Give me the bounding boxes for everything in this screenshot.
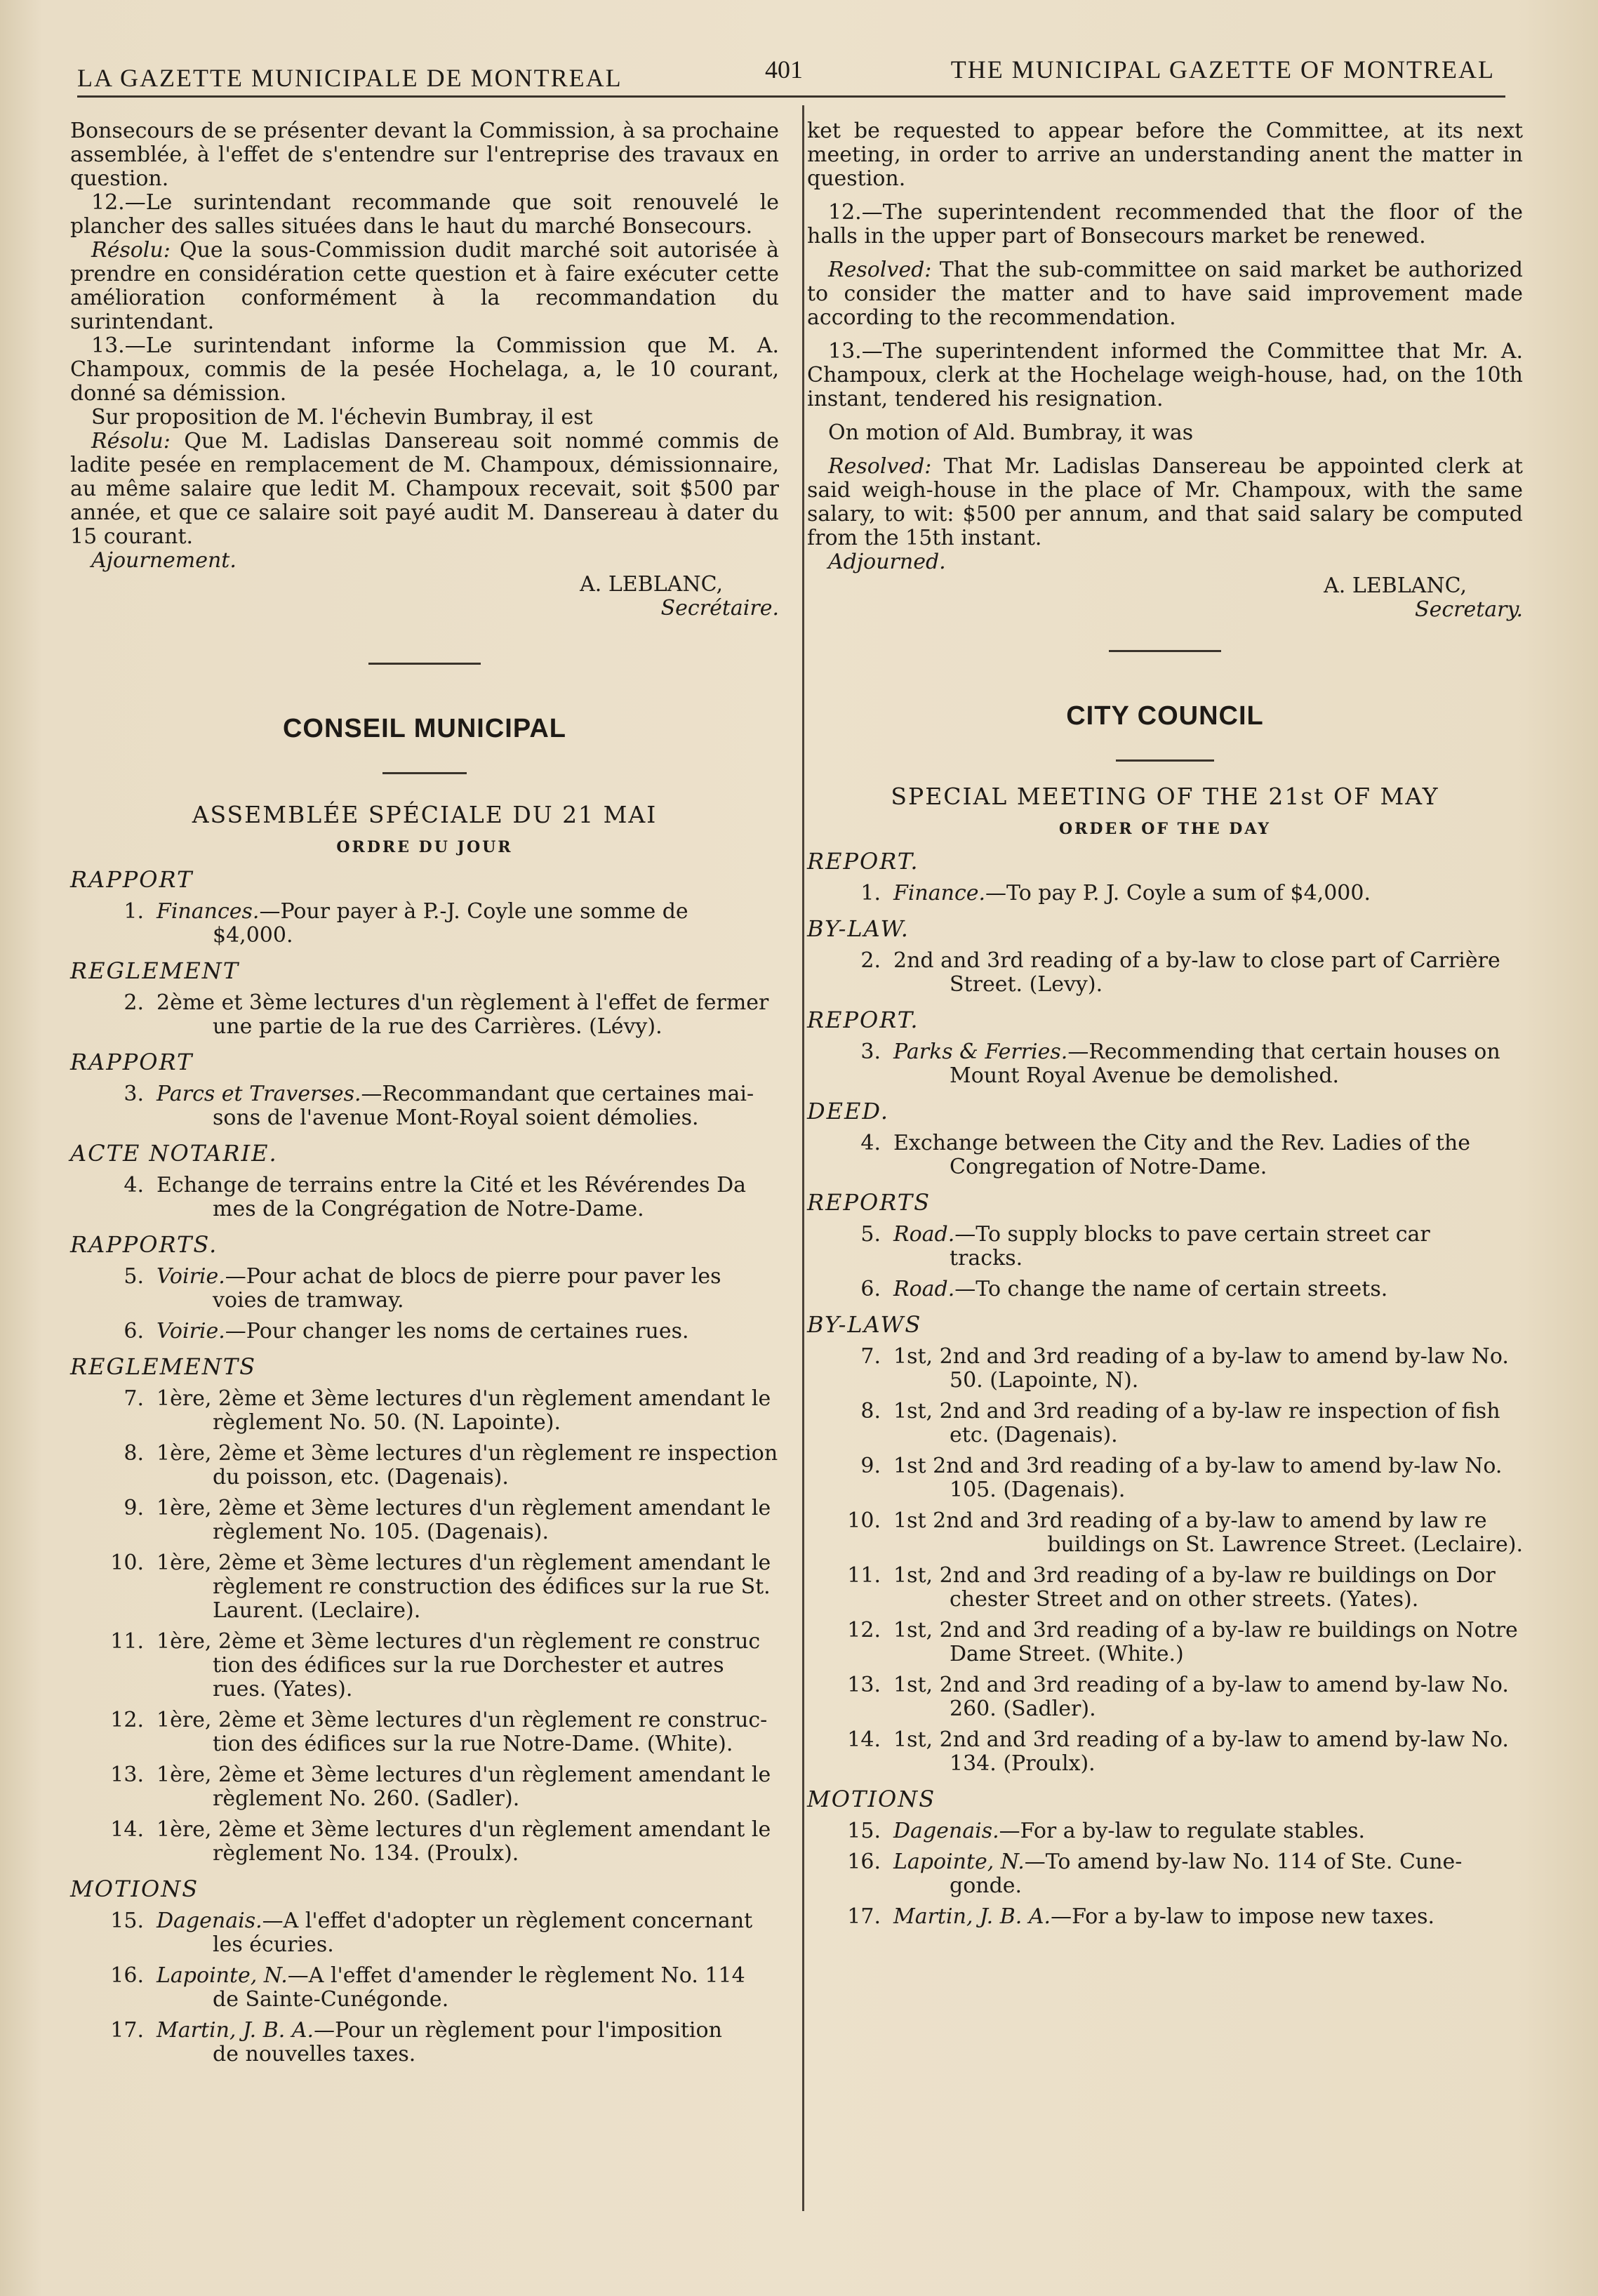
item-continuation: règlement No. 134. (Proulx). xyxy=(213,1841,519,1866)
agenda-item xyxy=(807,1905,1523,1929)
agenda-item xyxy=(70,1174,779,1221)
signature-name: A. LEBLANC, xyxy=(580,572,723,597)
french-column xyxy=(70,119,779,2066)
item-text: 1ère, 2ème et 3ème lectures d'un règlement amendant le xyxy=(157,1817,771,1842)
item-text: —Pour changer les noms de certaines rues. xyxy=(225,1319,689,1343)
agenda-item xyxy=(807,1819,1523,1843)
signature-name: A. LEBLANC, xyxy=(1324,573,1467,598)
section-heading: RAPPORTS. xyxy=(70,1231,218,1258)
item-number: 3. xyxy=(124,1082,144,1106)
paragraph: 12.—Le surintendant recommande que soit renouvelé le plancher des salles situées dans le haut du marché Bonsecours. xyxy=(70,190,779,239)
item-continuation: Congregation of Notre-Dame. xyxy=(950,1155,1267,1179)
agenda-item xyxy=(807,949,1523,997)
item-number: 3. xyxy=(860,1040,881,1064)
section-heading: BY-LAW. xyxy=(807,915,910,942)
item-continuation: de nouvelles taxes. xyxy=(213,2042,416,2066)
order-title: ORDER OF THE DAY xyxy=(1058,820,1272,838)
agenda-item xyxy=(807,1400,1523,1447)
item-continuation: buildings on St. Lawrence Street. (Leclaire). xyxy=(1047,1532,1523,1557)
item-number: 1. xyxy=(860,881,881,905)
item-number: 11. xyxy=(110,1629,144,1654)
header-title-english: THE MUNICIPAL GAZETTE OF MONTREAL xyxy=(950,55,1495,84)
item-continuation: gonde. xyxy=(950,1873,1023,1898)
item-heading: Finance. xyxy=(893,881,986,905)
item-continuation: 134. (Proulx). xyxy=(950,1751,1096,1776)
agenda-item xyxy=(807,1850,1523,1898)
item-continuation: règlement No. 260. (Sadler). xyxy=(213,1786,520,1811)
item-number: 12. xyxy=(847,1618,881,1643)
item-text: —For a by-law to impose new taxes. xyxy=(1051,1904,1435,1929)
item-heading: Lapointe, N. xyxy=(157,1963,288,1988)
item-text: 1st 2nd and 3rd reading of a by-law to amend by-law No. xyxy=(893,1454,1503,1478)
item-text: 1st, 2nd and 3rd reading of a by-law re buildings on Notre xyxy=(893,1618,1518,1643)
item-number: 12. xyxy=(110,1708,144,1732)
agenda-item xyxy=(70,1708,779,1756)
item-continuation: une partie de la rue des Carrières. (Lévy). xyxy=(213,1014,662,1039)
item-number: 1. xyxy=(124,899,144,924)
item-text: 2ème et 3ème lectures d'un règlement à l'effet de fermer xyxy=(157,990,769,1015)
item-heading: Martin, J. B. A. xyxy=(893,1904,1051,1929)
item-heading: Dagenais. xyxy=(893,1819,999,1843)
agenda-item xyxy=(70,1265,779,1313)
item-text: —To supply blocks to pave certain street car xyxy=(954,1222,1430,1247)
item-text: Echange de terrains entre la Cité et les Révérendes Da xyxy=(157,1173,747,1197)
agenda-item xyxy=(807,1673,1523,1721)
item-number: 9. xyxy=(124,1496,144,1520)
item-heading: Road. xyxy=(893,1277,955,1301)
section-heading: MOTIONS xyxy=(807,1786,936,1812)
item-continuation: du poisson, etc. (Dagenais). xyxy=(213,1465,509,1489)
agenda-item xyxy=(807,1345,1523,1393)
item-number: 4. xyxy=(124,1173,144,1197)
item-heading: Dagenais. xyxy=(157,1909,262,1933)
item-text: 1st, 2nd and 3rd reading of a by-law to amend by-law No. xyxy=(893,1727,1509,1752)
paragraph xyxy=(807,455,1523,550)
item-text: 1ère, 2ème et 3ème lectures d'un règlement amendant le xyxy=(157,1551,771,1575)
agenda-item xyxy=(70,1964,779,2012)
item-continuation: $4,000. xyxy=(213,923,293,948)
item-continuation: sons de l'avenue Mont-Royal soient démolies. xyxy=(213,1106,699,1130)
resolution-text: Que M. Ladislas Dansereau soit nommé commis de ladite pesée en remplacement de M. Champoux, démissionnaire, au même salaire que ledit M. Champoux recevait, soit $500 par année, et que ce salaire soit payé audit M. Dansereau à dater du 15 courant. xyxy=(70,429,779,549)
item-continuation: tion des édifices sur la rue Dorchester et autres rues. (Yates). xyxy=(213,1653,724,1701)
item-text: 1st 2nd and 3rd reading of a by-law to amend by law re xyxy=(893,1508,1487,1533)
item-text: —To amend by-law No. 114 of Ste. Cune- xyxy=(1024,1850,1463,1874)
item-number: 10. xyxy=(110,1551,144,1575)
item-number: 6. xyxy=(124,1319,144,1343)
signature-title: Secretary. xyxy=(1415,597,1523,622)
paragraph: 13.—Le surintendant informe la Commission que M. A. Champoux, commis de la pesée Hochelaga, a, le 10 courant, donné sa démission. xyxy=(70,333,779,406)
page-header xyxy=(77,48,1495,97)
section-heading: BY-LAWS xyxy=(807,1311,922,1338)
resolved-label: Résolu: xyxy=(91,429,171,453)
section-heading: REPORT. xyxy=(807,1007,919,1033)
agenda-item xyxy=(70,1387,779,1435)
agenda-item xyxy=(70,1818,779,1866)
item-continuation: mes de la Congrégation de Notre-Dame. xyxy=(213,1197,644,1221)
item-number: 4. xyxy=(860,1131,881,1155)
meeting-title: ASSEMBLÉE SPÉCIALE DU 21 MAI xyxy=(192,801,658,828)
item-number: 5. xyxy=(860,1222,881,1247)
item-heading: Road. xyxy=(893,1222,955,1247)
agenda-item xyxy=(70,2019,779,2066)
paragraph: 12.—The superintendent recommended that the floor of the halls in the upper part of Bonsecours market be renewed. xyxy=(807,200,1523,248)
item-text: 1ère, 2ème et 3ème lectures d'un règlement re construc- xyxy=(157,1708,768,1732)
item-continuation: 105. (Dagenais). xyxy=(950,1478,1126,1502)
item-number: 5. xyxy=(124,1264,144,1289)
item-continuation: 50. (Lapointe, N). xyxy=(950,1368,1139,1393)
agenda-item xyxy=(70,900,779,948)
resolved-label: Résolu: xyxy=(91,238,171,263)
item-continuation: 260. (Sadler). xyxy=(950,1697,1096,1721)
agenda-item xyxy=(807,1223,1523,1270)
agenda-item xyxy=(807,1509,1523,1557)
item-continuation: les écuries. xyxy=(213,1932,334,1957)
agenda-item xyxy=(70,1497,779,1544)
item-text: 1st, 2nd and 3rd reading of a by-law re inspection of fish xyxy=(893,1399,1500,1424)
item-text: —Recommandant que certaines mai- xyxy=(361,1082,754,1106)
agenda-item xyxy=(807,1278,1523,1301)
item-number: 2. xyxy=(124,990,144,1015)
item-continuation: voies de tramway. xyxy=(213,1288,404,1313)
agenda-item xyxy=(807,1132,1523,1179)
item-continuation: Street. (Levy). xyxy=(950,972,1103,997)
item-continuation: chester Street and on other streets. (Yates). xyxy=(950,1587,1419,1612)
item-number: 15. xyxy=(847,1819,881,1843)
paragraph: Sur proposition de M. l'échevin Bumbray, il est xyxy=(91,405,593,430)
item-text: 1st, 2nd and 3rd reading of a by-law to amend by-law No. xyxy=(893,1673,1509,1697)
item-text: 1ère, 2ème et 3ème lectures d'un règlement re construc xyxy=(157,1629,761,1654)
signature-title: Secrétaire. xyxy=(660,596,779,621)
item-number: 8. xyxy=(124,1441,144,1466)
item-number: 10. xyxy=(847,1508,881,1533)
section-heading: REGLEMENTS xyxy=(70,1353,257,1380)
column-divider xyxy=(802,105,804,2211)
agenda-item xyxy=(70,1082,779,1130)
agenda-item xyxy=(807,1619,1523,1666)
item-text: 2nd and 3rd reading of a by-law to close part of Carrière xyxy=(893,948,1500,973)
item-heading: Voirie. xyxy=(157,1319,225,1343)
agenda-item xyxy=(70,991,779,1039)
item-text: —A l'effet d'adopter un règlement concernant xyxy=(262,1909,753,1933)
paragraph: On motion of Ald. Bumbray, it was xyxy=(828,420,1194,445)
section-heading: RAPPORT xyxy=(70,866,194,893)
agenda-item xyxy=(807,882,1523,905)
item-heading: Voirie. xyxy=(157,1264,225,1289)
item-heading: Lapointe, N. xyxy=(893,1850,1025,1874)
item-text: —Pour payer à P.-J. Coyle une somme de xyxy=(259,899,688,924)
adjourned-text: Adjourned. xyxy=(828,550,946,574)
header-title-french: LA GAZETTE MUNICIPALE DE MONTREAL xyxy=(77,64,622,92)
agenda-item xyxy=(70,1551,779,1623)
item-continuation: Dame Street. (White.) xyxy=(950,1642,1184,1666)
item-number: 8. xyxy=(860,1399,881,1424)
item-number: 17. xyxy=(110,2018,144,2043)
adjourned-text: Ajournement. xyxy=(91,548,237,573)
paragraph: ket be requested to appear before the Committee, at its next meeting, in order to arrive an understanding anent the matter in question. xyxy=(807,119,1523,191)
paragraph xyxy=(70,430,779,549)
item-heading: Parcs et Traverses. xyxy=(157,1082,361,1106)
item-number: 9. xyxy=(860,1454,881,1478)
item-text: —To pay P. J. Coyle a sum of $4,000. xyxy=(985,881,1371,905)
item-number: 7. xyxy=(860,1344,881,1369)
section-heading: ACTE NOTARIE. xyxy=(70,1140,278,1167)
item-number: 11. xyxy=(847,1563,881,1588)
item-text: 1ère, 2ème et 3ème lectures d'un règlement amendant le xyxy=(157,1763,771,1787)
item-text: Exchange between the City and the Rev. Ladies of the xyxy=(893,1131,1470,1155)
header-rule xyxy=(77,95,1505,98)
item-number: 13. xyxy=(847,1673,881,1697)
resolution-text: Que la sous-Commission dudit marché soit autorisée à prendre en considération cette question et à faire exécuter cette amélioration conformément à la recommandation du surintendant. xyxy=(70,238,779,334)
item-text: 1ère, 2ème et 3ème lectures d'un règlement re inspection xyxy=(157,1441,778,1466)
item-text: 1ère, 2ème et 3ème lectures d'un règlement amendant le xyxy=(157,1496,771,1520)
agenda-item xyxy=(70,1442,779,1489)
agenda-item xyxy=(70,1763,779,1811)
item-number: 16. xyxy=(110,1963,144,1988)
paragraph: Bonsecours de se présenter devant la Commission, à sa prochaine assemblée, à l'effet de s'entendre sur l'entreprise des travaux en question. xyxy=(70,119,779,191)
agenda-item xyxy=(807,1564,1523,1612)
item-continuation: etc. (Dagenais). xyxy=(950,1423,1118,1447)
paragraph: 13.—The superintendent informed the Committee that Mr. A. Champoux, clerk at the Hochelage weigh-house, had, on the 10th instant, tendered his resignation. xyxy=(807,339,1523,411)
item-number: 14. xyxy=(110,1817,144,1842)
item-continuation: Mount Royal Avenue be demolished. xyxy=(950,1063,1340,1088)
resolution-text: That Mr. Ladislas Dansereau be appointed clerk at said weigh-house in the place of Mr. Champoux, with the same salary, to wit: $500 per annum, and that said salary be computed from the 15th instant. xyxy=(807,454,1523,550)
council-title: CONSEIL MUNICIPAL xyxy=(282,714,567,743)
item-number: 2. xyxy=(860,948,881,973)
agenda-item xyxy=(807,1040,1523,1088)
item-heading: Parks & Ferries. xyxy=(893,1040,1068,1064)
agenda-item xyxy=(807,1728,1523,1776)
item-continuation: tracks. xyxy=(950,1246,1023,1270)
item-text: —Pour un règlement pour l'imposition xyxy=(314,2018,722,2043)
item-text: —To change the name of certain streets. xyxy=(954,1277,1388,1301)
resolved-label: Resolved: xyxy=(828,258,932,282)
item-text: —For a by-law to regulate stables. xyxy=(999,1819,1366,1843)
agenda-item xyxy=(70,1320,779,1343)
item-number: 17. xyxy=(847,1904,881,1929)
section-heading: RAPPORT xyxy=(70,1049,194,1075)
item-continuation: de Sainte-Cunégonde. xyxy=(213,1987,449,2012)
item-number: 6. xyxy=(860,1277,881,1301)
order-title: ORDRE DU JOUR xyxy=(336,838,513,856)
section-heading: REGLEMENT xyxy=(70,957,240,984)
section-heading: REPORT. xyxy=(807,848,919,875)
item-number: 7. xyxy=(124,1386,144,1411)
item-continuation: règlement No. 105. (Dagenais). xyxy=(213,1520,549,1544)
item-heading: Martin, J. B. A. xyxy=(157,2018,314,2043)
item-continuation: tion des édifices sur la rue Notre-Dame. (White). xyxy=(213,1732,733,1756)
item-text: 1st, 2nd and 3rd reading of a by-law re buildings on Dor xyxy=(893,1563,1496,1588)
meeting-title: SPECIAL MEETING OF THE 21st OF MAY xyxy=(891,783,1439,810)
section-heading: DEED. xyxy=(807,1098,890,1124)
item-text: —A l'effet d'amender le règlement No. 114 xyxy=(287,1963,745,1988)
item-continuation: règlement re construction des édifices sur la rue St. Laurent. (Leclaire). xyxy=(213,1574,771,1623)
item-text: —Pour achat de blocs de pierre pour paver les xyxy=(225,1264,721,1289)
item-number: 14. xyxy=(847,1727,881,1752)
agenda-item xyxy=(70,1909,779,1957)
item-heading: Finances. xyxy=(157,899,260,924)
agenda-item xyxy=(807,1454,1523,1502)
section-heading: MOTIONS xyxy=(70,1876,199,1902)
agenda-item xyxy=(70,1630,779,1701)
item-number: 15. xyxy=(110,1909,144,1933)
council-title: CITY COUNCIL xyxy=(1066,701,1264,731)
section-heading: REPORTS xyxy=(807,1189,931,1216)
resolved-label: Resolved: xyxy=(828,454,932,479)
paragraph xyxy=(807,258,1523,330)
item-number: 16. xyxy=(847,1850,881,1874)
item-text: 1st, 2nd and 3rd reading of a by-law to amend by-law No. xyxy=(893,1344,1509,1369)
item-text: —Recommending that certain houses on xyxy=(1067,1040,1500,1064)
item-continuation: règlement No. 50. (N. Lapointe). xyxy=(213,1410,561,1435)
page-number: 401 xyxy=(765,55,803,84)
paragraph xyxy=(70,239,779,334)
item-number: 13. xyxy=(110,1763,144,1787)
english-column xyxy=(807,119,1523,1929)
resolution-text: That the sub-committee on said market be authorized to consider the matter and to have said improvement made according to the recommendation. xyxy=(807,258,1523,330)
item-text: 1ère, 2ème et 3ème lectures d'un règlement amendant le xyxy=(157,1386,771,1411)
